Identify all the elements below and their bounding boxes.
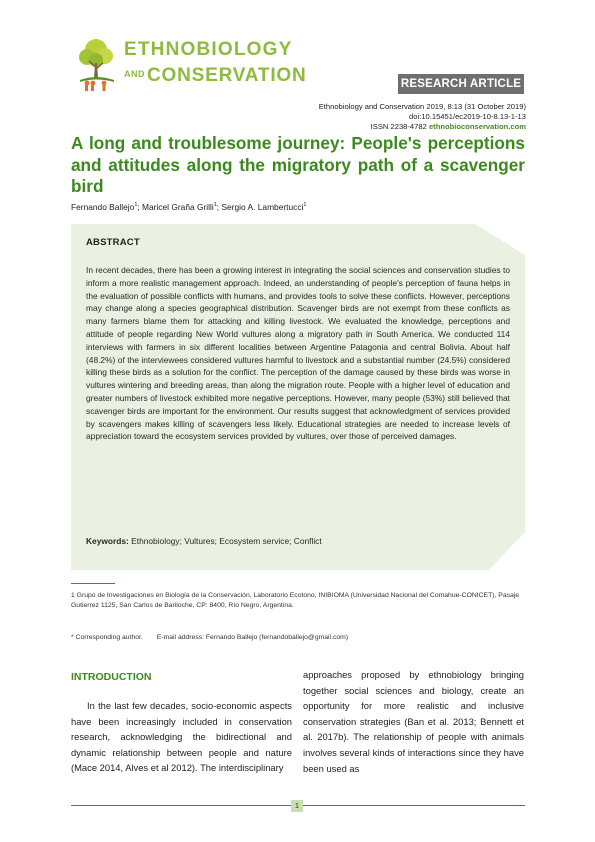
keywords-list: Ethnobiology; Vultures; Ecosystem service; Conflict bbox=[131, 536, 322, 546]
footnote-rule bbox=[71, 583, 115, 584]
issn-line bbox=[319, 122, 526, 132]
journal-logo bbox=[74, 36, 307, 92]
author-list: Fernando Ballejo$^1$; Maricel Graña Grilli$^1$; Sergio A. Lambertucci$^1$ bbox=[71, 202, 307, 212]
introduction-left-column: In the last few decades, socio-economic aspects have been increasingly included in conservation research, acknowledging the bidirectional and dynamic relationship between people and nature (Mace 2014, Alves et al 2012). The interdisciplinary bbox=[71, 700, 292, 774]
issn: ISSN 2238-4782 bbox=[370, 122, 427, 131]
journal-site-link[interactable]: ethnobioconservation.com bbox=[428, 122, 526, 131]
corresponding-label: * Corresponding author. bbox=[71, 634, 143, 641]
author-name: Maricel Graña Grilli bbox=[142, 202, 214, 212]
logo-line-ethnobiology: ETHNOBIOLOGY bbox=[124, 39, 293, 60]
page-number: 1 bbox=[291, 800, 303, 812]
tree-logo-icon bbox=[74, 36, 122, 92]
author-affiliation-mark: 1 bbox=[303, 202, 307, 209]
citation-line: Ethnobiology and Conservation 2019, 8:13 (31 October 2019) bbox=[318, 102, 526, 111]
keywords bbox=[86, 536, 322, 546]
author-affiliation-mark: 1 bbox=[134, 202, 138, 209]
keywords-label: Keywords: bbox=[86, 536, 129, 546]
logo-wordmark bbox=[124, 38, 307, 88]
abstract-heading: ABSTRACT bbox=[86, 237, 140, 248]
doi-line: doi:10.15451/ec2019-10-8.13-1-13 bbox=[409, 112, 526, 121]
abstract-text: In recent decades, there has been a growing interest in integrating the social sciences and conservation studies to inform a more realistic management approach. Indeed, an understanding of people's perception of fauna helps in the evaluation of possible conflicts with humans, and provides tools to solve these conflicts. However, perceptions may change along a species geographical distribution. Scavenger birds are not exempt from these conflicts as many farmers blame them for attacking and killing livestock. We evaluated the knowledge, perceptions and attitude of people regarding New World vultures along a migratory path in South America. We conducted 114 interviews with farmers in six different localities between Argentine Patagonia and central Bolivia. About half (48.2%) of the interviewees considered vultures harmful to livestock and a substantial number (24.5%) considered killing these birds as a solution for the conflict. The perception of the damage caused by these birds was worse in vultures wintering and breeding areas, than along the migration route. People with a higher level of education and greater numbers of livestock exhibited more negative perceptions. However, many people (53%) still believed that scavenger birds are important for the environment. Our results suggest that acknowledgment of services provided by scavengers makes killing of scavengers less likely. Educational strategies are needed to increase levels of appreciation toward the ecosystem services provided by vultures, over those of perceived damages. bbox=[86, 265, 510, 442]
introduction-heading: INTRODUCTION bbox=[71, 671, 152, 683]
author-name: Fernando Ballejo bbox=[71, 202, 135, 212]
logo-and: AND bbox=[124, 69, 145, 79]
logo-conservation: CONSERVATION bbox=[147, 65, 307, 86]
author-name: Sergio A. Lambertucci bbox=[221, 202, 304, 212]
article-type-badge: RESEARCH ARTICLE bbox=[398, 74, 524, 94]
corresponding-email[interactable]: E-mail address: Fernando Ballejo (fernandoballejo@gmail.com) bbox=[156, 634, 349, 641]
citation-block bbox=[319, 102, 526, 132]
article-title: A long and troublesome journey: People's perceptions and attitudes along the migratory path of a scavenger bird bbox=[71, 133, 525, 196]
author-affiliation-mark: 1 bbox=[213, 202, 217, 209]
introduction-right-column: approaches proposed by ethnobiology bringing together social sciences and biology, create an opportunity for more realistic and inclusive conservation strategies (Ban et al. 2013; Bennett et al. 2017b). The relationship of people with animals involves several kinds of interactions since they have been used as bbox=[303, 669, 524, 774]
logo-line-conservation bbox=[124, 62, 307, 88]
affiliation-footnote: 1 Grupo de Investigaciones en Biología de la Conservación, Laboratorio Ecotono, INIBIOMA (Universidad Nacional del Comahue-CONICET), Pasaje Gutierrez 1125, San Carlos de Bariloche, CP: 8400, Río Negro, Argentina. bbox=[71, 592, 520, 609]
corresponding-author bbox=[71, 634, 348, 641]
